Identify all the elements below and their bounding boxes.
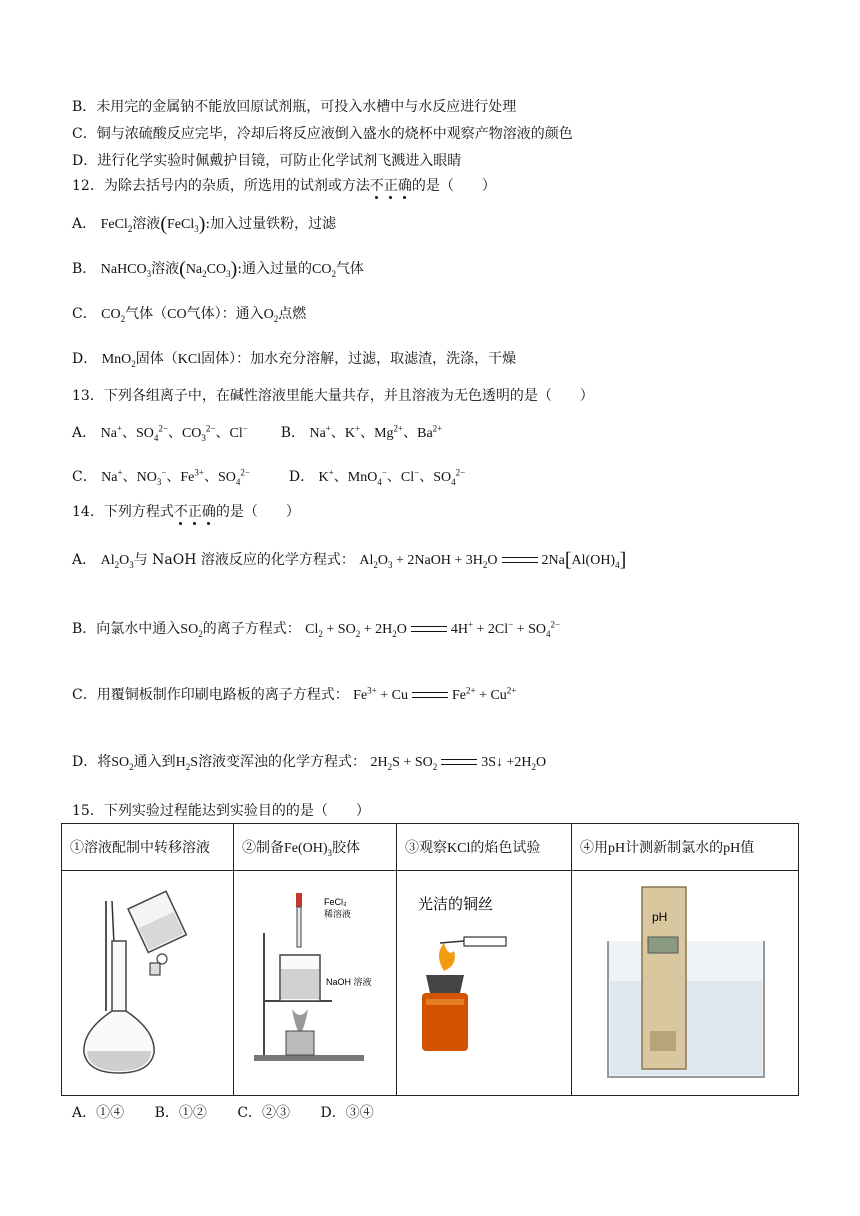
q12-option-b: B． NaHCO$_3$溶液$(Na_2CO_3)$:通入过量的$CO_2$气体	[72, 258, 364, 280]
colloid-apparatus-illustration	[240, 881, 390, 1081]
q15-option-d: D．③④	[320, 1105, 374, 1121]
flame-test-illustration	[404, 881, 564, 1081]
experiment-table	[61, 823, 799, 1096]
figure-volumetric-flask	[62, 871, 234, 1096]
q11-option-d: D．进行化学实验时佩戴护目镜，可防止化学试剂飞溅进入眼睛	[72, 153, 462, 169]
table-header-4: ④用pH计测新制氯水的pH值	[572, 824, 799, 871]
q15-option-c: C．②③	[237, 1105, 291, 1121]
figure-fe-oh3-colloid	[234, 871, 397, 1096]
q11-option-b: B．未用完的金属钠不能放回原试剂瓶，可投入水槽中与水反应进行处理	[72, 99, 517, 115]
q14-option-b: B．向氯水中通入$SO_2$的离子方程式： $Cl_2 + SO_2 + 2H_2O$ $4H^+ + 2Cl^- + SO_4^{2-}$	[72, 619, 561, 639]
volumetric-flask-illustration	[68, 881, 228, 1081]
q13-options-cd: C． Na+、$NO_3^-$、$Fe^{3+}$、$SO_4^{2-}$ D． K+、MnO$_4$−、Cl−、$SO_4^{2-}$	[72, 467, 466, 487]
ph-meter-illustration	[580, 881, 790, 1081]
q12-option-c: C． $CO_2$气体（CO气体）：通入$O_2$点燃	[72, 306, 307, 324]
q15-option-a: A．①④	[72, 1105, 125, 1121]
q12-stem: 12．为除去括号内的杂质，所选用的试剂或方法不正确的是（ ）	[72, 178, 496, 194]
q14-option-a: A． $Al_2O_3$与 NaOH 溶液反应的化学方程式： $Al_2O_3$ + 2NaOH + $3H_2O$ $2Na[Al(OH)_4]$	[72, 549, 627, 571]
table-header-1: ①溶液配制中转移溶液	[62, 824, 234, 871]
q12-option-d: D． MnO$_2$固体（KCl固体）：加水充分溶解，过滤，取滤渣，洗涤，干燥	[72, 351, 517, 369]
q13-stem: 13．下列各组离子中，在碱性溶液里能大量共存，并且溶液为无色透明的是（ ）	[72, 388, 594, 404]
q15-options	[72, 1102, 400, 1122]
dilute-solution-label: 稀溶液	[324, 909, 352, 919]
q15-stem: 15．下列实验过程能达到实验目的的是（ ）	[72, 803, 370, 819]
copper-wire-label: 光洁的铜丝	[418, 895, 494, 913]
q13-options-ab: A． Na+、$SO_4^{2-}$、$CO_3^{2-}$、Cl− B． Na+、K+、$Mg^{2+}$、$Ba^{2+}$	[72, 423, 443, 443]
q12-option-a: A． FeCl$_2$溶液(FeCl$_3$):加入过量铁粉，过滤	[72, 213, 337, 235]
figure-ph-meter	[572, 871, 799, 1096]
fecl3-label: FeCl₃	[324, 897, 347, 907]
q15-option-b: B．①②	[154, 1105, 207, 1121]
q14-option-c: C．用覆铜板制作印刷电路板的离子方程式： $Fe^{3+} + Cu$ $Fe^{2+} + Cu^{2+}$	[72, 685, 517, 703]
figure-flame-test	[397, 871, 572, 1096]
q11-option-c: C．铜与浓硫酸反应完毕，冷却后将反应液倒入盛水的烧杯中观察产物溶液的颜色	[72, 126, 573, 142]
naoh-label: NaOH 溶液	[326, 977, 372, 987]
ph-meter-label: pH	[652, 910, 668, 924]
table-header-2: ②制备$Fe(OH)_3$胶体	[234, 824, 397, 871]
q14-option-d: D．将$SO_2$通入到$H_2S$溶液变浑浊的化学方程式： $2H_2S + SO_2$ 3S↓ $+2H_2O$	[72, 754, 547, 772]
table-header-3: ③观察KCl的焰色试验	[397, 824, 572, 871]
q14-stem: 14．下列方程式不正确的是（ ）	[72, 504, 300, 520]
